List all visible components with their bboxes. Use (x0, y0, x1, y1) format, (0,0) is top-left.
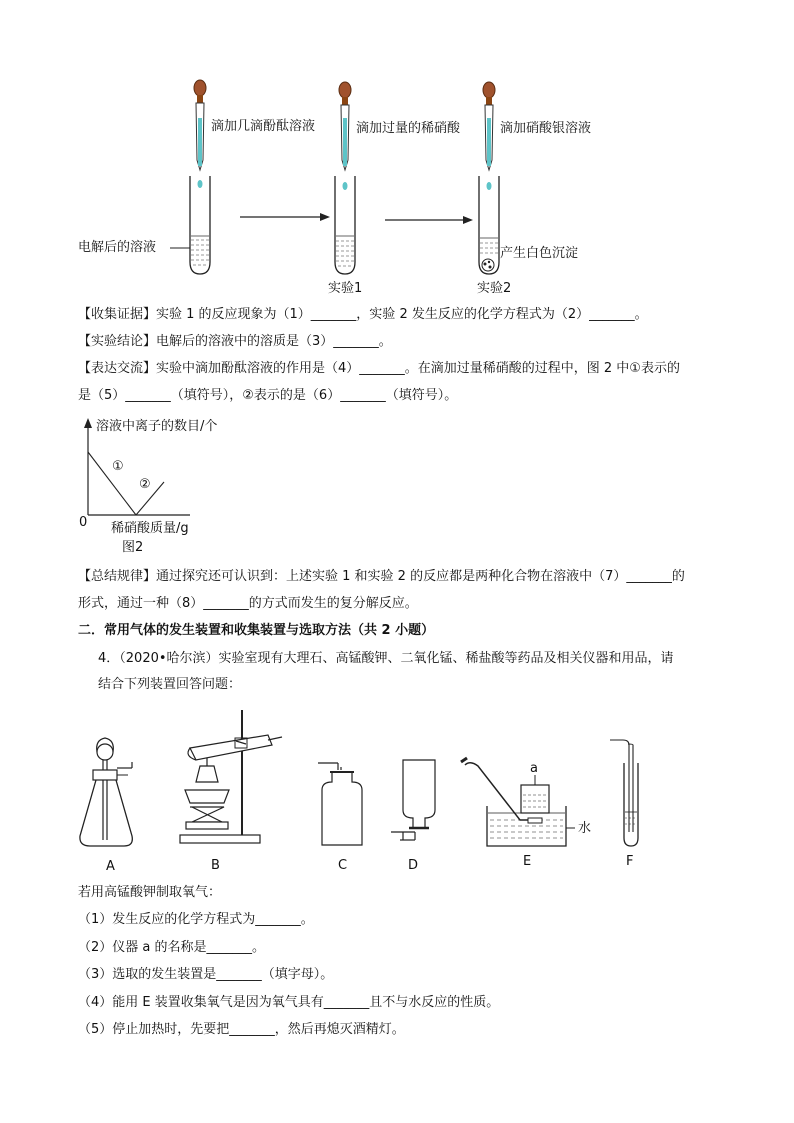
sub-question-4: （4）能用 E 装置收集氧气是因为氧气具有_______且不与水反应的性质。 (78, 995, 500, 1010)
graph-curve1-label: ① (112, 459, 124, 474)
sub-question-1: （1）发生反应的化学方程式为_______。 (78, 912, 314, 927)
precipitate-label: 产生白色沉淀 (500, 246, 579, 261)
apparatus-e-label-a: a (530, 761, 538, 776)
sub-question-5: （5）停止加热时，先要把_______，然后再熄灭酒精灯。 (78, 1022, 405, 1037)
section-heading: 二．常用气体的发生装置和收集装置与选取方法（共 2 小题） (78, 623, 435, 638)
dropper-label-2: 滴加过量的稀硝酸 (356, 121, 461, 136)
apparatus-c (318, 763, 362, 845)
test-tube-2 (335, 176, 355, 274)
arrow-2 (385, 216, 473, 224)
summary-text-1: 【总结规律】通过探究还可认识到：上述实验 1 和实验 2 的反应都是两种化合物在溶液中（7）_______的 (78, 569, 685, 584)
conclusion-text: 【实验结论】电解后的溶液中的溶质是（3）_______。 (78, 334, 392, 349)
test-tube-1 (170, 176, 210, 274)
dropper-label-1: 滴加几滴酚酞溶液 (211, 119, 316, 134)
summary-text-2: 形式，通过一种（8）_______的方式而发生的复分解反应。 (78, 596, 418, 611)
graph-xlabel: 稀硝酸质量/g (111, 521, 189, 536)
left-solution-label: 电解后的溶液 (78, 240, 157, 255)
apparatus-label-a: A (106, 859, 115, 874)
tube-label-2: 实验2 (477, 281, 512, 296)
dropper-label-3: 滴加硝酸银溶液 (500, 121, 592, 136)
apparatus-e (461, 758, 575, 846)
exchange-text-1: 【表达交流】实验中滴加酚酞溶液的作用是（4）_______。在滴加过量稀硝酸的过程中，图 2 中①表示的 (78, 361, 680, 376)
collect-evidence-text: 【收集证据】实验 1 的反应现象为（1）_______，实验 2 发生反应的化学方程式为（2）_______。 (78, 307, 648, 322)
sub-question-3: （3）选取的发生装置是_______（填字母）。 (78, 967, 334, 982)
sub-question-2: （2）仪器 a 的名称是_______。 (78, 940, 266, 955)
apparatus-label-c: C (338, 858, 348, 873)
apparatus-a (80, 738, 132, 846)
apparatus-label-e: E (523, 854, 532, 869)
apparatus-d (391, 760, 435, 840)
arrow-1 (240, 213, 330, 221)
dropper-2 (339, 82, 351, 190)
exchange-text-2: 是（5）_______（填符号），②表示的是（6）_______（填符号）。 (78, 388, 458, 403)
question-4-line-1: 4．（2020•哈尔滨）实验室现有大理石、高锰酸钾、二氧化锰、稀盐酸等药品及相关仪器和用品，请 (98, 651, 674, 666)
graph-caption: 图2 (122, 540, 144, 555)
apparatus-f (610, 740, 638, 846)
test-tube-3 (479, 176, 499, 274)
graph-origin: 0 (79, 515, 88, 530)
dropper-3 (483, 82, 495, 190)
question-4-line-2: 结合下列装置回答问题： (98, 677, 242, 692)
graph-curve2-label: ② (139, 477, 151, 492)
white-precipitate (482, 259, 494, 271)
apparatus-label-d: D (408, 858, 419, 873)
kmno4-intro: 若用高锰酸钾制取氧气： (78, 885, 222, 900)
graph-ylabel: 溶液中离子的数目/个 (96, 419, 218, 434)
dropper-1 (194, 80, 206, 188)
apparatus-label-b: B (211, 858, 220, 873)
apparatus-e-label-water: 水 (578, 821, 592, 836)
apparatus-label-f: F (626, 854, 634, 869)
apparatus-diagram (0, 700, 794, 880)
apparatus-b (180, 710, 282, 843)
tube-label-1: 实验1 (328, 281, 363, 296)
